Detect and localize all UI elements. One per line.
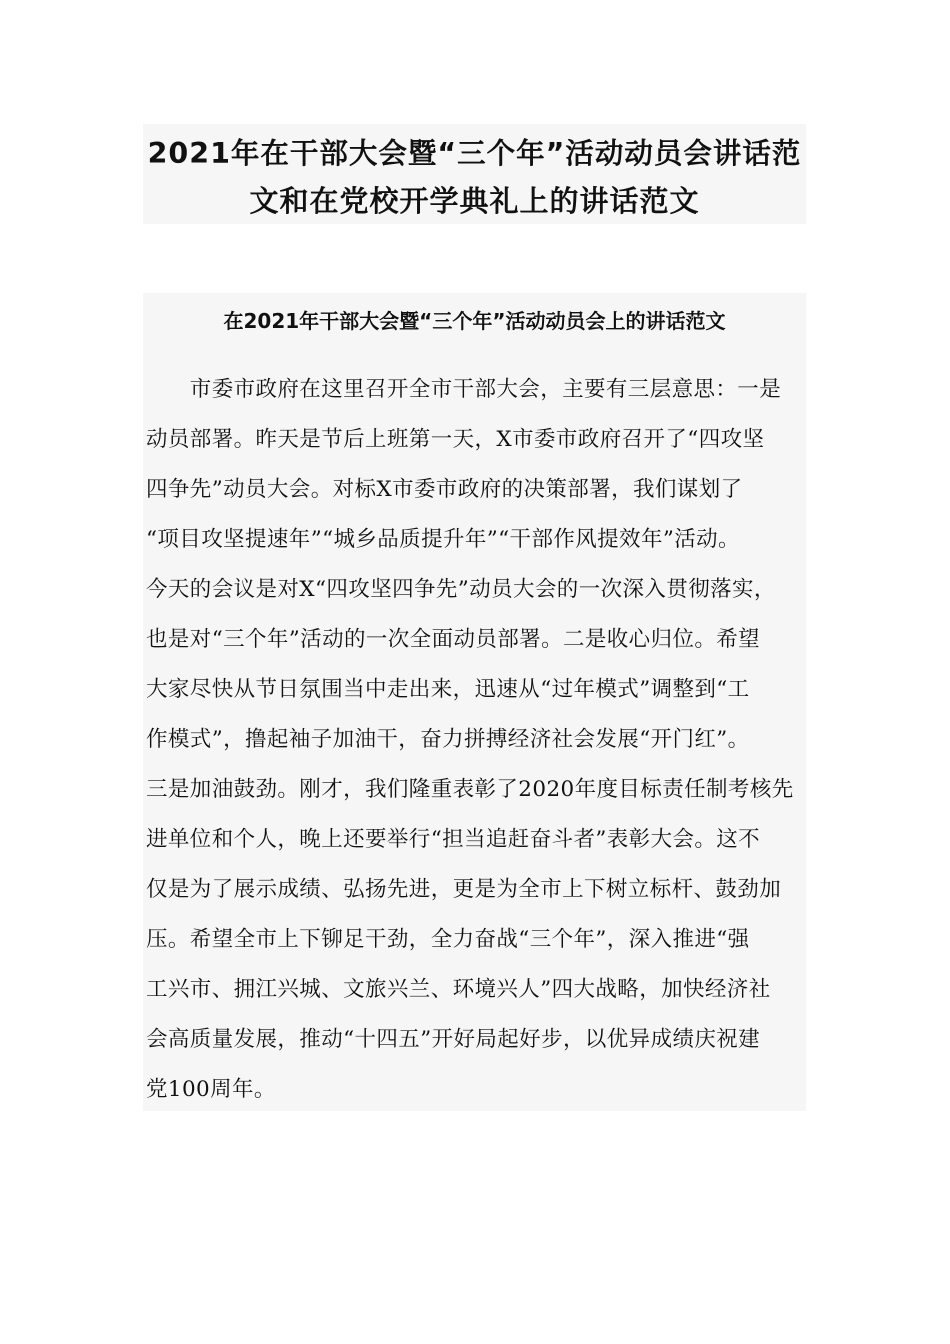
speech-section	[143, 293, 806, 1111]
body-text-line: 四争先”动员大会。对标X市委市政府的决策部署，我们谋划了	[146, 477, 743, 502]
body-text-line: 作模式”，撸起袖子加油干，奋力拼搏经济社会发展“开门红”。	[146, 727, 750, 752]
document-title-block	[143, 124, 806, 224]
body-text-line: 党100周年。	[146, 1077, 276, 1102]
section-heading: 在2021年干部大会暨“三个年”活动动员会上的讲话范文	[223, 309, 726, 333]
document-title-line-1: 2021年在干部大会暨“三个年”活动动员会讲话范	[147, 137, 802, 170]
body-text-line: 压。希望全市上下铆足干劲，全力奋战“三个年”，深入推进“强	[146, 927, 750, 952]
body-text-line: 也是对“三个年”活动的一次全面动员部署。二是收心归位。希望	[146, 627, 761, 652]
body-text-line: 工兴市、拥江兴城、文旅兴兰、环境兴人”四大战略，加快经济社	[146, 977, 771, 1002]
document-title-line-2: 文和在党校开学典礼上的讲话范文	[249, 184, 700, 218]
body-text-line: 大家尽快从节日氛围当中走出来，迅速从“过年模式”调整到“工	[146, 677, 750, 702]
body-text-line: 进单位和个人，晚上还要举行“担当追赶奋斗者”表彰大会。这不	[146, 827, 761, 852]
body-text-line: 市委市政府在这里召开全市干部大会，主要有三层意思：一是	[146, 377, 782, 402]
body-text-line: “项目攻坚提速年”“城乡品质提升年”“干部作风提效年”活动。	[146, 527, 740, 552]
body-text-line: 今天的会议是对X“四攻坚四争先”动员大会的一次深入贯彻落实，	[146, 577, 776, 602]
body-text-line: 三是加油鼓劲。刚才，我们隆重表彰了2020年度目标责任制考核先	[146, 777, 794, 802]
body-text-line: 动员部署。昨天是节后上班第一天，X市委市政府召开了“四攻坚	[146, 427, 765, 452]
body-text-line: 仅是为了展示成绩、弘扬先进，更是为全市上下树立标杆、鼓劲加	[146, 877, 782, 902]
body-text-line: 会高质量发展，推动“十四五”开好局起好步，以优异成绩庆祝建	[146, 1027, 761, 1052]
